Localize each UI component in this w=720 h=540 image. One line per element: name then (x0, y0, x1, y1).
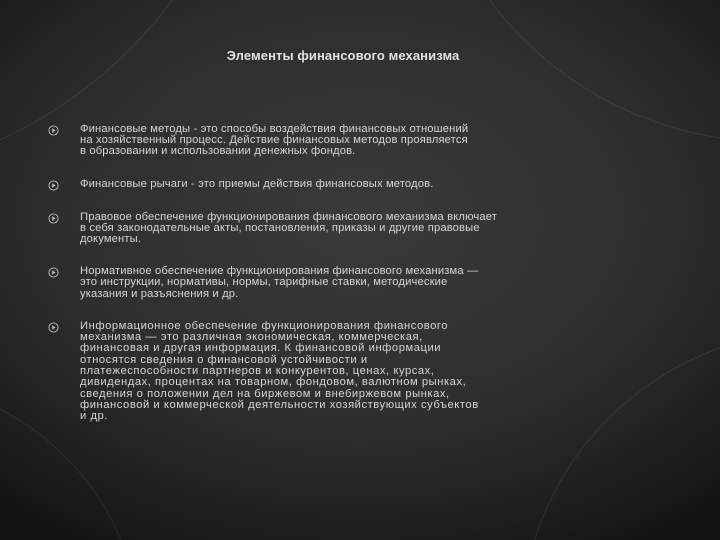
list-item (48, 212, 608, 246)
list-item-text: Финансовые рычаги - это приемы действия финансовых методов. (80, 177, 434, 190)
circled-triangle-bullet-icon (48, 125, 80, 136)
list-item (48, 321, 608, 423)
list-item (48, 124, 608, 158)
circled-triangle-bullet-icon (48, 267, 80, 278)
list-item-text: Нормативное обеспечение функционирования финансового механизма — это инструкции, нормативы, нормы, тарифные ставки, методические указания и разъяснения и др. (80, 265, 479, 300)
list-item-text: Правовое обеспечение функционирования финансового механизма включает в себя законодательные акты, постановления, приказы и другие правовые документы. (80, 210, 498, 246)
list-item-text: Информационное обеспечение функционирования финансового механизма — это различная экономическая, коммерческая, финансовая и другая информация. К финансовой информации относятся сведения о финансовой устойчивости и платежеспособности партнеров и конкурентов, ценах, курсах, дивидендах, процентах на товарном, фондовом, валютном рынках, сведения о положении дел на биржевом и внебиржевом рынках, финансовой и коммерческой деятельности хозяйствующих субъектов и др. (80, 319, 479, 423)
circled-triangle-bullet-icon (48, 322, 80, 333)
bullet-list (48, 124, 608, 423)
decorative-arc (420, 0, 720, 142)
circled-triangle-bullet-icon (48, 180, 80, 191)
list-item (48, 266, 608, 300)
circled-triangle-bullet-icon (48, 213, 80, 224)
list-item (48, 179, 608, 191)
slide-title: Элементы финансового механизма (226, 48, 460, 63)
list-item-text: Финансовые методы - это способы воздействия финансовых отношений на хозяйственный процесс. Действие финансовых методов проявляется в образовании и использовании денежных фондов. (80, 123, 469, 158)
